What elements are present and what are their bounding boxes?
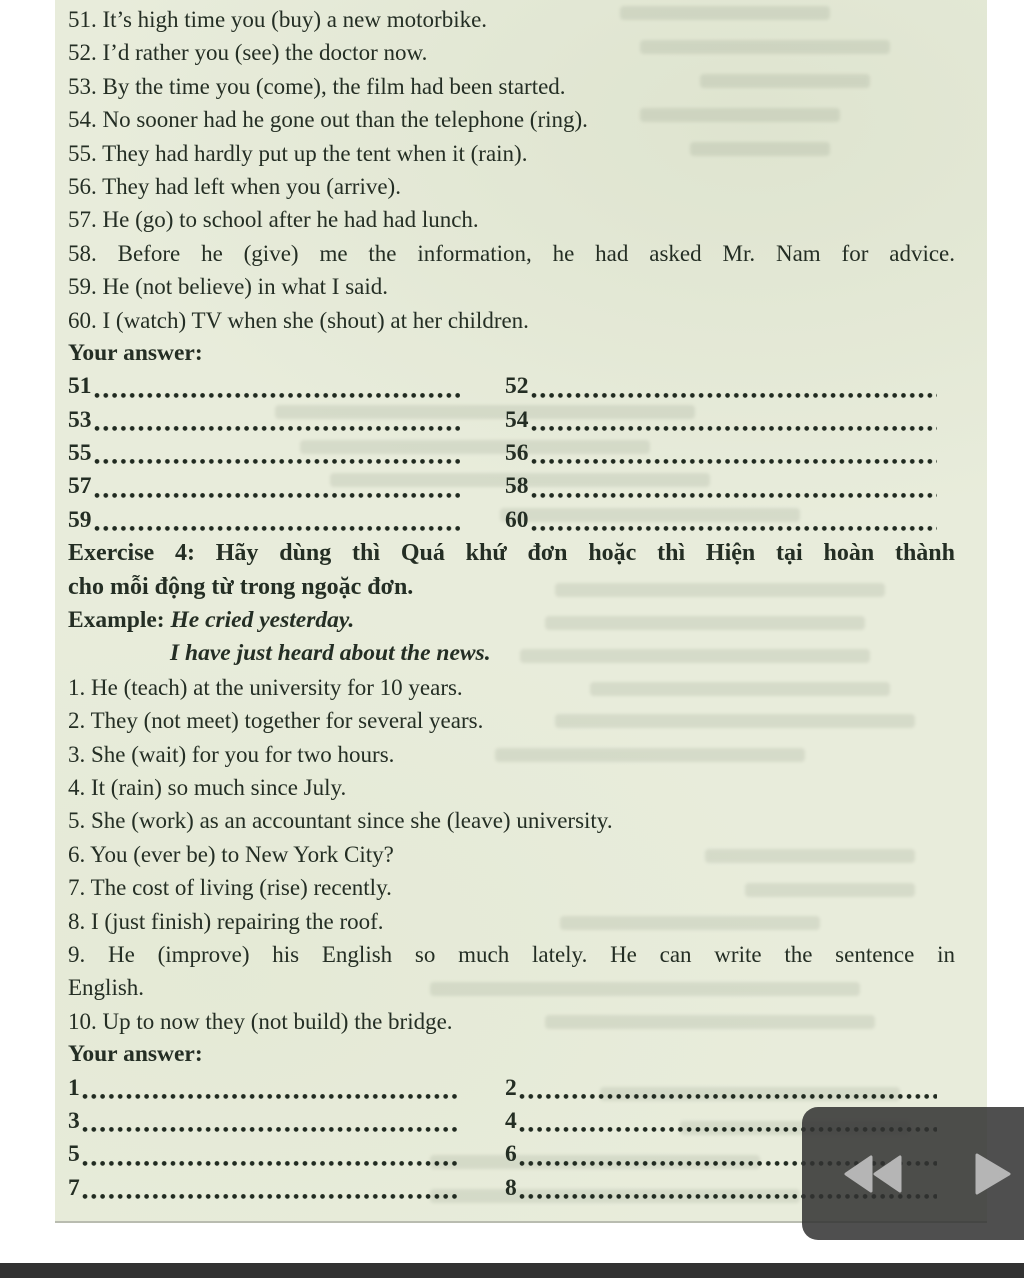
answer-number: 2: [505, 1074, 517, 1101]
sentence-item: 60. I (watch) TV when she (shout) at her children.: [68, 307, 529, 333]
scanned-page: [55, 0, 987, 1223]
answer-number: 4: [505, 1107, 517, 1134]
sentence-item: 9. He (improve) his English so much lately. He can write the sentence in: [68, 941, 955, 967]
sentence-item: 1. He (teach) at the university for 10 years.: [68, 674, 463, 700]
exercise4-sentence-list: [68, 671, 955, 1038]
dotted-answer-line: [82, 1093, 460, 1100]
dotted-answer-line: [94, 425, 461, 432]
answer-row: [68, 470, 955, 503]
answer-cell: [505, 1072, 955, 1105]
sentence-item: 52. I’d rather you (see) the doctor now.: [68, 40, 428, 66]
answer-row: [68, 404, 955, 437]
sentence-item: 55. They had hardly put up the tent when it (rain).: [68, 140, 528, 166]
example-label: Example:: [68, 607, 165, 634]
bottom-bar: [0, 1263, 1024, 1278]
sentence-item: 2. They (not meet) together for several years.: [68, 708, 484, 734]
dotted-answer-line: [94, 392, 461, 399]
answer-row: [68, 370, 955, 403]
answer-number: 53: [68, 406, 92, 433]
sentence-item: 4. It (rain) so much since July.: [68, 774, 347, 800]
answer-number: 57: [68, 473, 92, 500]
answer-cell: [68, 404, 505, 437]
sentence-item: 51. It’s high time you (buy) a new motorbike.: [68, 7, 488, 32]
sentence-item: 6. You (ever be) to New York City?: [68, 841, 394, 867]
exercise3-answer-lines: [68, 370, 955, 537]
sentence-item: English.: [68, 975, 145, 1001]
sentence-item: 56. They had left when you (arrive).: [68, 173, 401, 199]
exercise4-section: [68, 537, 955, 1205]
sentence-item: 58. Before he (give) me the information, he had asked Mr. Nam for advice.: [68, 240, 955, 266]
answer-number: 7: [68, 1174, 80, 1201]
answer-number: 56: [505, 440, 529, 467]
sentence-item: 10. Up to now they (not build) the bridge.: [68, 1008, 453, 1034]
answer-cell: [68, 1105, 505, 1138]
exercise3-sentence-list: [68, 3, 955, 337]
answer-cell: [68, 437, 505, 470]
answer-cell: [68, 504, 505, 537]
sentence-item: 8. I (just finish) repairing the roof.: [68, 908, 384, 934]
answer-number: 54: [505, 406, 529, 433]
answer-number: 6: [505, 1141, 517, 1168]
answer-row: [68, 437, 955, 470]
answer-cell: [68, 1138, 505, 1171]
exercise4-heading-line1: Exercise 4: Hãy dùng thì Quá khứ đơn hoặc thì Hiện tại hoàn thành: [68, 540, 955, 567]
answer-number: 3: [68, 1107, 80, 1134]
answer-cell: [505, 437, 955, 470]
exercise4-heading-line2: cho mỗi động từ trong ngoặc đơn.: [68, 573, 414, 600]
dotted-answer-line: [531, 492, 938, 499]
dotted-answer-line: [94, 525, 461, 532]
dotted-answer-line: [531, 392, 938, 399]
answer-number: 8: [505, 1174, 517, 1201]
answer-cell: [505, 370, 955, 403]
answer-number: 5: [68, 1141, 80, 1168]
exercise3-section: [68, 3, 955, 537]
example-line: [68, 604, 955, 637]
play-button[interactable]: [974, 1152, 1012, 1196]
dotted-answer-line: [531, 458, 938, 465]
answer-cell: [505, 504, 955, 537]
answer-cell: [68, 370, 505, 403]
example-sentence: He cried yesterday.: [170, 607, 355, 634]
answer-number: 60: [505, 506, 529, 533]
answer-cell: [68, 1172, 505, 1205]
sentence-item: 54. No sooner had he gone out than the telephone (ring).: [68, 107, 588, 133]
example-answer-line: I have just heard about the news.: [170, 640, 491, 667]
answer-cell: [68, 470, 505, 503]
answer-number: 1: [68, 1074, 80, 1101]
answer-number: 59: [68, 506, 92, 533]
sentence-item: 59. He (not believe) in what I said.: [68, 274, 388, 300]
answer-number: 55: [68, 440, 92, 467]
dotted-answer-line: [531, 425, 938, 432]
answer-number: 52: [505, 373, 529, 400]
answer-cell: [505, 404, 955, 437]
sentence-item: 3. She (wait) for you for two hours.: [68, 741, 395, 767]
answer-cell: [68, 1072, 505, 1105]
dotted-answer-line: [94, 492, 461, 499]
sentence-item: 57. He (go) to school after he had had lunch.: [68, 207, 479, 233]
player-overlay: [802, 1107, 1024, 1240]
exercise4-your-answer-label: Your answer:: [68, 1041, 203, 1068]
play-icon: [974, 1152, 1012, 1196]
rewind-icon: [844, 1155, 902, 1193]
answer-row: [68, 504, 955, 537]
sentence-item: 53. By the time you (come), the film had been started.: [68, 73, 566, 99]
exercise3-your-answer-label: Your answer:: [68, 339, 203, 366]
answer-row: [68, 1072, 955, 1105]
dotted-answer-line: [94, 458, 461, 465]
answer-cell: [505, 470, 955, 503]
dotted-answer-line: [82, 1126, 460, 1133]
rewind-button[interactable]: [844, 1155, 902, 1193]
sentence-item: 7. The cost of living (rise) recently.: [68, 875, 392, 901]
dotted-answer-line: [82, 1193, 460, 1200]
sentence-item: 5. She (work) as an accountant since she (leave) university.: [68, 808, 613, 834]
dotted-answer-line: [519, 1093, 937, 1100]
dotted-answer-line: [531, 525, 938, 532]
answer-number: 51: [68, 373, 92, 400]
dotted-answer-line: [82, 1160, 460, 1167]
answer-number: 58: [505, 473, 529, 500]
